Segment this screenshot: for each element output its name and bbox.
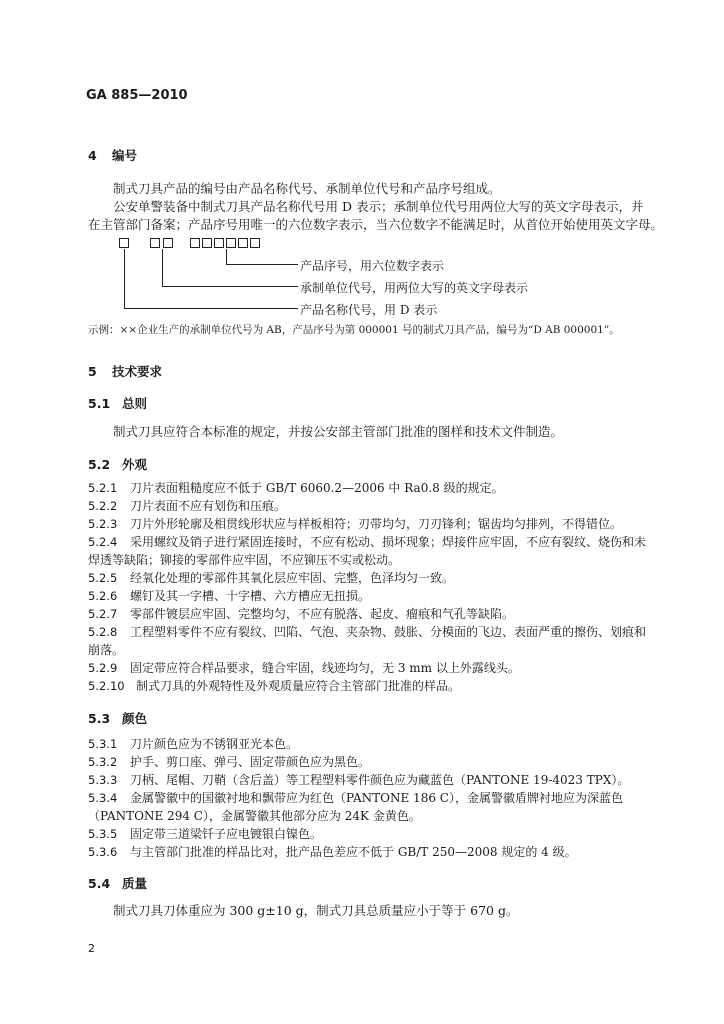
unit-code-box <box>163 238 173 248</box>
clause-text: 刀片颜色应为不锈钢亚光本色。 <box>130 737 299 751</box>
clause-item <box>88 789 623 807</box>
subsection-title: 质量 <box>122 876 148 891</box>
subsection-title: 颜色 <box>122 711 148 726</box>
clause-item <box>88 843 577 861</box>
clause-number: 5.2.5 <box>88 571 118 585</box>
clause-text: 固定带三道梁钎子应电镀银白镍色。 <box>130 827 323 841</box>
clause-continuation: 焊透等缺陷；铆接的零部件应牢固，不应铆压不实或松动。 <box>88 553 401 567</box>
section-title: 技术要求 <box>112 364 163 379</box>
serial-box <box>214 238 224 248</box>
clause-item <box>88 569 454 587</box>
leader-line <box>162 249 163 287</box>
clause-number: 5.3.1 <box>88 737 118 751</box>
clause-text: 刀片表面粗糙度应不低于 GB/T 6060.2—2006 中 Ra0.8 级的规定。 <box>130 481 504 495</box>
clause-text: 采用螺纹及销子进行紧固连接时，不应有松动、损坏现象；焊接件应牢固，不应有裂纹、烧伤和未 <box>130 535 647 549</box>
paragraph: 制式刀具产品的编号由产品名称代号、承制单位代号和产品序号组成。 <box>113 181 501 196</box>
subsection-5-3-heading <box>88 709 147 727</box>
section-5-heading <box>88 362 162 380</box>
clause-item <box>88 479 504 497</box>
clause-text: 零部件镀层应牢固、完整均匀，不应有脱落、起皮、瘤痕和气孔等缺陷。 <box>130 607 515 621</box>
paragraph-continuation: 在主管部门备案；产品序号用唯一的六位数字表示，当六位数字不能满足时，从首位开始使用英文字母。 <box>88 217 664 232</box>
page-number: 2 <box>88 942 95 955</box>
example-note: 示例：××企业生产的承制单位代号为 AB，产品序号为第 000001 号的制式刀具产品，编号为“D AB 000001”。 <box>88 324 620 336</box>
clause-text: 刀片表面不应有划伤和压痕。 <box>130 499 287 513</box>
clause-number: 5.3.4 <box>88 791 118 805</box>
unit-code-label: 承制单位代号，用两位大写的英文字母表示 <box>300 281 529 295</box>
subsection-number: 5.4 <box>88 876 111 891</box>
subsection-number: 5.2 <box>88 457 111 472</box>
serial-label: 产品序号，用六位数字表示 <box>300 259 445 273</box>
serial-box <box>238 238 248 248</box>
clause-text: 与主管部门批准的样品比对，批产品色差应不低于 GB/T 250—2008 规定的 4 级。 <box>130 845 577 859</box>
clause-number: 5.2.9 <box>88 661 118 675</box>
clause-text: 工程塑料零件不应有裂纹、凹陷、气泡、夹杂物、鼓胀、分模面的飞边、表面严重的擦伤、划痕和 <box>130 625 647 639</box>
clause-number: 5.2.6 <box>88 589 118 603</box>
clause-text: 制式刀具的外观特性及外观质量应符合主管部门批准的样品。 <box>136 679 461 693</box>
section-number: 4 <box>88 148 97 163</box>
section-number: 5 <box>88 364 97 379</box>
clause-text: 护手、剪口座、弹弓、固定带颜色应为黑色。 <box>130 755 371 769</box>
leader-line <box>162 286 298 287</box>
leader-line <box>226 264 298 265</box>
clause-item <box>88 623 646 641</box>
serial-box <box>202 238 212 248</box>
subsection-5-2-heading <box>88 455 147 473</box>
clause-item <box>88 735 298 753</box>
clause-item <box>88 825 322 843</box>
serial-box <box>226 238 236 248</box>
name-code-box <box>119 238 129 248</box>
serial-box <box>250 238 260 248</box>
subsection-number: 5.1 <box>88 396 111 411</box>
serial-box <box>190 238 200 248</box>
subsection-title: 总则 <box>122 396 148 411</box>
clause-number: 5.3.2 <box>88 755 118 769</box>
clause-item <box>88 533 646 551</box>
clause-text: 螺钉及其一字槽、十字槽、六方槽应无扭损。 <box>130 589 371 603</box>
clause-number: 5.2.4 <box>88 535 118 549</box>
clause-text: 经氧化处理的零部件其氧化层应牢固、完整，色泽均匀一致。 <box>130 571 455 585</box>
paragraph: 公安单警装备中制式刀具产品名称代号用 D 表示；承制单位代号用两位大写的英文字母表示，并 <box>113 199 644 214</box>
clause-number: 5.3.3 <box>88 773 118 787</box>
clause-text: 刀柄、尾帽、刀鞘（含后盖）等工程塑料零件颜色应为藏蓝色（PANTONE 19-4023 TPX）。 <box>130 773 630 787</box>
unit-code-box <box>150 238 160 248</box>
subsection-5-1-heading <box>88 394 147 412</box>
clause-item <box>88 605 514 623</box>
leader-line <box>124 308 298 309</box>
clause-item <box>88 771 629 789</box>
leader-line <box>124 249 125 309</box>
clause-item <box>88 677 460 695</box>
subsection-number: 5.3 <box>88 711 111 726</box>
section-4-heading <box>88 146 137 164</box>
clause-item <box>88 515 622 533</box>
clause-number: 5.2.2 <box>88 499 118 513</box>
paragraph: 制式刀具应符合本标准的规定，并按公安部主管部门批准的图样和技术文件制造。 <box>113 424 564 439</box>
section-title: 编号 <box>112 148 138 163</box>
clause-item <box>88 753 370 771</box>
clause-item <box>88 497 286 515</box>
clause-text: 固定带应符合样品要求，缝合牢固，线迹均匀，无 3 mm 以上外露线头。 <box>130 661 520 675</box>
clause-number: 5.3.5 <box>88 827 118 841</box>
clause-continuation: 崩落。 <box>88 643 125 657</box>
name-code-label: 产品名称代号，用 D 表示 <box>300 303 438 317</box>
clause-number: 5.2.10 <box>88 679 125 693</box>
clause-number: 5.2.7 <box>88 607 118 621</box>
clause-item <box>88 587 370 605</box>
clause-number: 5.2.8 <box>88 625 118 639</box>
standard-number: GA 885—2010 <box>86 88 188 103</box>
paragraph: 制式刀具刀体重应为 300 g±10 g，制式刀具总质量应小于等于 670 g。 <box>113 903 519 918</box>
clause-number: 5.2.1 <box>88 481 118 495</box>
clause-continuation: （PANTONE 294 C），金属警徽其他部分应为 24K 金黄色。 <box>88 809 421 823</box>
subsection-5-4-heading <box>88 874 147 892</box>
clause-text: 金属警徽中的国徽衬地和飘带应为红色（PANTONE 186 C），金属警徽盾牌衬地应为深蓝色 <box>130 791 623 805</box>
subsection-title: 外观 <box>122 457 148 472</box>
clause-number: 5.2.3 <box>88 517 118 531</box>
clause-text: 刀片外形轮廓及相贯线形状应与样板相符；刃带均匀，刀刃锋利；锯齿均匀排列，不得错位。 <box>130 517 623 531</box>
leader-line <box>226 249 227 265</box>
clause-item <box>88 659 520 677</box>
clause-number: 5.3.6 <box>88 845 118 859</box>
